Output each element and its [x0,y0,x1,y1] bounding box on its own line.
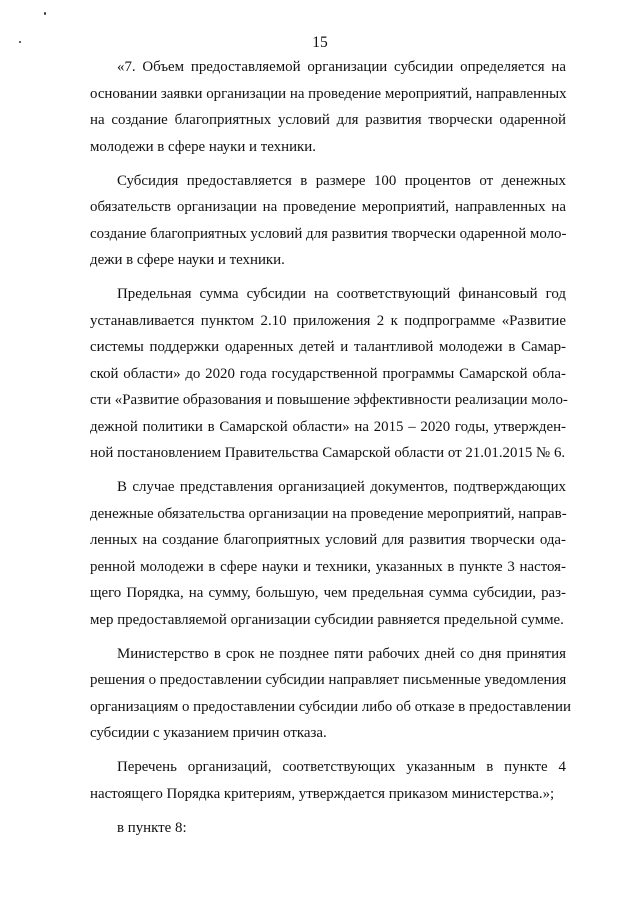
scan-speck [44,12,46,15]
text-line: молодежи в сфере науки и техники. [90,138,316,155]
text-line: ской области» до 2020 года государственной программы Самарской обла- [90,365,566,382]
paragraph [90,641,571,747]
text-line: Перечень организаций, соответствующих указанным в пункте 4 [117,759,566,775]
page-number: 15 [312,34,328,51]
text-line: дежи в сфере науки и техники. [90,252,285,268]
text-line: обязательств организации на проведение мероприятий, направленных на [90,199,566,215]
text-line: денежные обязательства организации на проведение мероприятий, направ- [90,505,567,522]
text-line: устанавливается пунктом 2.10 приложения 2 к подпрограмме «Развитие [90,312,566,329]
text-line: на создание благоприятных условий для развития творчески одаренной [90,112,566,128]
text-line: сти «Развитие образования и повышение эффективности реализации моло- [90,392,568,408]
text-line: настоящего Порядка критериям, утверждается приказом министерства.»; [90,785,555,802]
text-line: Субсидия предоставляется в размере 100 процентов от денежных [117,172,566,189]
paragraph [90,281,566,467]
text-line: дежной политики в Самарской области» на 2015 – 2020 годы, утвержден- [90,418,566,435]
text-line: ренной молодежи в сфере науки и техники, указанных в пункте 3 настоя- [90,558,566,575]
text-line: системы поддержки одаренных детей и талантливой молодежи в Самар- [90,339,566,355]
text-line: субсидии с указанием причин отказа. [90,725,327,741]
text-line: решения о предоставлении субсидии направляет письменные уведомления [90,672,567,688]
text-line: ной постановлением Правительства Самарской области от 21.01.2015 № 6. [90,445,566,461]
text-line: ленных на создание благоприятных условий для развития творчески ода- [90,532,566,548]
document-body [90,54,571,841]
closing-line: в пункте 8: [117,819,187,836]
text-line: «7. Объем предоставляемой организации субсидии определяется на [117,59,566,75]
text-line: В случае представления организацией документов, подтверждающих [117,479,566,495]
paragraph [90,168,566,274]
text-line: щего Порядка, на сумму, большую, чем предельная сумма субсидии, раз- [90,585,566,601]
paragraph [90,754,566,807]
text-line: Министерство в срок не позднее пяти рабочих дней со дня принятия [117,645,566,662]
text-line: Предельная сумма субсидии на соответствующий финансовый год [117,286,566,302]
text-line: создание благоприятных условий для развития творчески одаренной моло- [90,225,567,242]
paragraph [90,474,566,633]
text-line: мер предоставляемой организации субсидии равняется предельной сумме. [90,611,564,628]
text-line: основании заявки организации на проведение мероприятий, направленных [90,85,567,102]
paragraph [90,54,566,160]
text-line: организациям о предоставлении субсидии либо об отказе в предоставлении [90,698,571,715]
